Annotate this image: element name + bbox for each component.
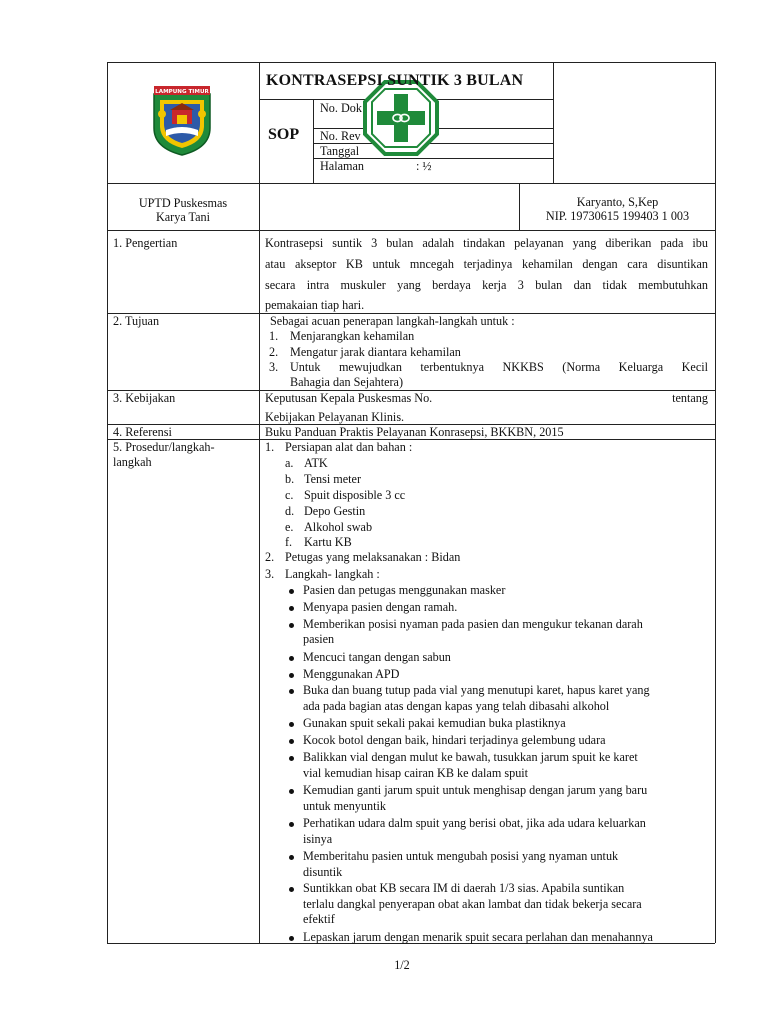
langkah-1-line-1: Pasien dan petugas menggunakan masker xyxy=(303,583,506,597)
pengertian-line-1: Kontrasepsi suntik 3 bulan adalah tindakan pelayanan yang diberikan pada ibu xyxy=(265,236,708,250)
pengertian-line-3: secara intra muskuler yang berdaya kerja 3 bulan dan tidak membutuhkan xyxy=(265,278,708,292)
tujuan-intro: Sebagai acuan penerapan langkah-langkah untuk : xyxy=(270,314,515,328)
tujuan-num-1: 1. xyxy=(269,329,279,343)
header-divider-logo xyxy=(259,62,260,230)
label-kebijakan: 3. Kebijakan xyxy=(113,391,176,405)
alat-letter-d: d. xyxy=(285,504,295,518)
alat-item-f: Kartu KB xyxy=(304,535,352,549)
alat-item-e: Alkohol swab xyxy=(304,520,373,534)
pengertian-line-2: atau akseptor KB untuk mncegah terjadinya kehamilan dengan cara disuntikan xyxy=(265,257,708,271)
tujuan-item-3: Untuk mewujudkan terbentuknya NKKBS (Norma Keluarga Kecil xyxy=(290,360,708,374)
pengertian-line-4: pemakaian tiap hari. xyxy=(265,298,365,312)
langkah-11-line-2: isinya xyxy=(303,832,333,846)
langkah-4-line-1: Mencuci tangan dengan sabun xyxy=(303,650,451,664)
label-pengertian: 1. Pengertian xyxy=(113,236,178,250)
bullet-6 xyxy=(289,689,294,694)
langkah-2-line-1: Menyapa pasien dengan ramah. xyxy=(303,600,458,614)
alat-item-d: Depo Gestin xyxy=(304,504,366,518)
bullet-1 xyxy=(289,589,294,594)
tujuan-num-3: 3. xyxy=(269,360,279,374)
langkah-6-line-1: Buka dan buang tutup pada vial yang menutupi karet, hapus karet yang xyxy=(303,683,650,697)
document-title: KONTRASEPSI SUNTIK 3 BULAN xyxy=(266,72,524,89)
alat-letter-b: b. xyxy=(285,472,295,486)
meta-doc-number: No. Dok xyxy=(320,101,362,115)
tujuan-item-3-cont: Bahagia dan Sejahtera) xyxy=(290,375,404,389)
alat-item-c: Spuit disposible 3 cc xyxy=(304,488,406,502)
langkah-11-line-1: Perhatikan udara dalm spuit yang berisi obat, jika ada udara keluarkan xyxy=(303,816,646,830)
label-referensi: 4. Referensi xyxy=(113,425,172,439)
step-2-text: Petugas yang melaksanakan : Bidan xyxy=(285,550,461,564)
signer-name: Karyanto, S,Kep xyxy=(576,195,659,209)
alat-letter-a: a. xyxy=(285,456,294,470)
bullet-8 xyxy=(289,739,294,744)
langkah-13-line-3: efektif xyxy=(303,912,335,926)
signer-nip: NIP. 19730615 199403 1 003 xyxy=(545,209,690,223)
sop-label: SOP xyxy=(268,126,300,143)
meta-page-label: Halaman xyxy=(320,159,364,173)
meta-page-value: : ½ xyxy=(416,159,432,173)
langkah-10-line-1: Kemudian ganti jarum spuit untuk menghisap dengan jarum yang baru xyxy=(303,783,648,797)
label-tujuan: 2. Tujuan xyxy=(113,314,160,328)
langkah-9-line-1: Balikkan vial dengan mulut ke bawah, tusukkan jarum spuit ke karet xyxy=(303,750,638,764)
label-prosedur-line1: 5. Prosedur/langkah- xyxy=(113,440,215,454)
header-divider-right xyxy=(553,62,554,183)
bullet-10 xyxy=(289,789,294,794)
bullet-11 xyxy=(289,822,294,827)
bullet-3 xyxy=(289,623,294,628)
bullet-13 xyxy=(289,887,294,892)
table-border-left xyxy=(107,62,108,943)
sop-divider xyxy=(313,99,314,183)
step-2-num: 2. xyxy=(265,550,275,564)
langkah-6-line-2: ada pada bagian atas dengan kapas yang telah dibasahi alkohol xyxy=(303,699,610,713)
kebijakan-line1-right: tentang xyxy=(672,391,708,405)
bullet-4 xyxy=(289,656,294,661)
bullet-14 xyxy=(289,936,294,941)
bullet-12 xyxy=(289,855,294,860)
table-border-top xyxy=(107,62,715,63)
org-name-line2: Karya Tani xyxy=(155,210,211,224)
langkah-14-line-1: Lepaskan jarum dengan menarik spuit secara perlahan dan menahannya xyxy=(303,930,653,944)
langkah-12-line-1: Memberitahu pasien untuk mengubah posisi yang nyaman untuk xyxy=(303,849,619,863)
langkah-10-line-2: untuk menyuntik xyxy=(303,799,386,813)
langkah-13-line-2: terlalu dangkal penyerapan obat akan lambat dan tidak bekerja secara xyxy=(303,897,642,911)
langkah-8-line-1: Kocok botol dengan baik, hindari terjadinya gelembung udara xyxy=(303,733,606,747)
langkah-13-line-1: Suntikkan obat KB secara IM di daerah 1/3 sias. Apabila suntikan xyxy=(303,881,625,895)
meta-revision: No. Rev xyxy=(320,129,361,143)
kebijakan-line2: Kebijakan Pelayanan Klinis. xyxy=(265,410,405,424)
step-1-text: Persiapan alat dan bahan : xyxy=(285,440,413,454)
alat-item-a: ATK xyxy=(304,456,328,470)
puskesmas-logo xyxy=(363,80,439,156)
bullet-7 xyxy=(289,722,294,727)
step-3-text: Langkah- langkah : xyxy=(285,567,380,581)
lampung-timur-logo xyxy=(150,84,214,156)
step-3-num: 3. xyxy=(265,567,275,581)
org-row-bottom xyxy=(107,230,715,231)
page-number: 1/2 xyxy=(394,958,410,972)
body-label-divider xyxy=(259,230,260,943)
label-prosedur-line2: langkah xyxy=(113,455,152,469)
langkah-12-line-2: disuntik xyxy=(303,865,343,879)
tujuan-item-1: Menjarangkan kehamilan xyxy=(290,329,415,343)
bullet-2 xyxy=(289,606,294,611)
tujuan-num-2: 2. xyxy=(269,345,279,359)
table-border-right xyxy=(715,62,716,943)
alat-item-b: Tensi meter xyxy=(304,472,362,486)
header-row-bottom xyxy=(107,183,715,184)
langkah-7-line-1: Gunakan spuit sekali pakai kemudian buka plastiknya xyxy=(303,716,566,730)
tujuan-item-2: Mengatur jarak diantara kehamilan xyxy=(290,345,461,359)
alat-letter-c: c. xyxy=(285,488,294,502)
org-name-line1: UPTD Puskesmas xyxy=(138,196,228,210)
step-1-num: 1. xyxy=(265,440,275,454)
svg-text:LAMPUNG TIMUR: LAMPUNG TIMUR xyxy=(155,89,209,95)
langkah-3-line-2: pasien xyxy=(303,632,335,646)
referensi-text: Buku Panduan Praktis Pelayanan Konrasepsi, BKKBN, 2015 xyxy=(265,425,564,439)
langkah-3-line-1: Memberikan posisi nyaman pada pasien dan mengukur tekanan darah xyxy=(303,617,643,631)
kebijakan-line1-left: Keputusan Kepala Puskesmas No. xyxy=(265,391,433,405)
bullet-5 xyxy=(289,673,294,678)
alat-letter-e: e. xyxy=(285,520,294,534)
bullet-9 xyxy=(289,756,294,761)
langkah-9-line-2: vial kemudian hisap cairan KB ke dalam spuit xyxy=(303,766,529,780)
meta-date: Tanggal xyxy=(320,144,360,158)
alat-letter-f: f. xyxy=(285,535,293,549)
langkah-5-line-1: Menggunakan APD xyxy=(303,667,400,681)
